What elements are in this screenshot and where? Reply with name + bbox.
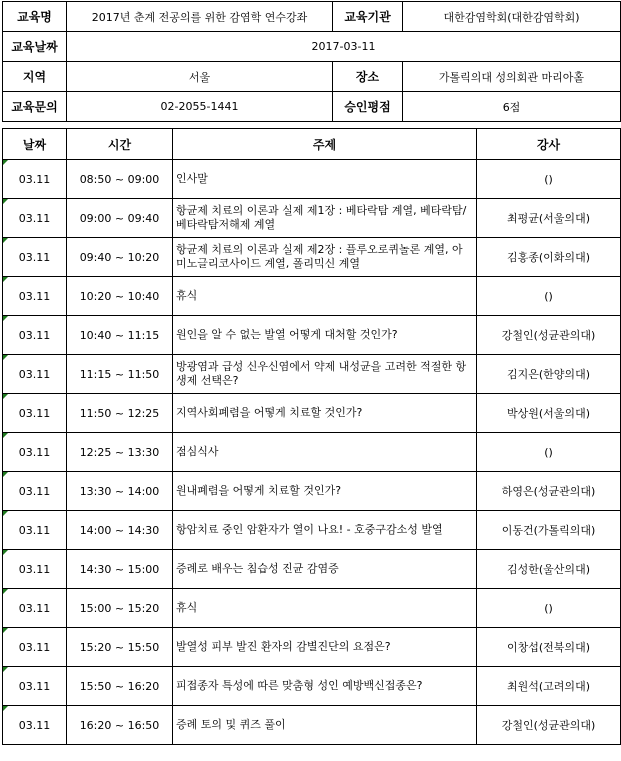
row-topic-text: 지역사회폐렴을 어떻게 치료할 것인가? — [176, 406, 363, 419]
row-topic-text: 항균제 치료의 이론과 실제 제2장 : 플루오로퀴놀론 계열, 아미노글리코사이드 계열, 폴리믹신 계열 — [176, 243, 463, 270]
row-speaker-text: 박상원(서울의대) — [507, 407, 590, 420]
row-speaker-text: () — [544, 445, 553, 459]
row-topic — [173, 550, 477, 589]
table-row — [3, 238, 621, 277]
row-date-text: 03.11 — [18, 679, 51, 693]
row-time-text: 11:50 ~ 12:25 — [79, 406, 160, 420]
row-time-text: 16:20 ~ 16:50 — [79, 718, 160, 732]
row-date — [3, 316, 67, 355]
row-topic — [173, 199, 477, 238]
row-topic — [173, 706, 477, 745]
row-date-text: 03.11 — [18, 328, 51, 342]
row-speaker-text: 이동건(가톨릭의대) — [501, 524, 596, 537]
cell-marker-icon — [3, 667, 8, 672]
row-date — [3, 706, 67, 745]
row-topic — [173, 277, 477, 316]
row-topic — [173, 628, 477, 667]
row-date-text: 03.11 — [18, 211, 51, 225]
row-time-text: 09:40 ~ 10:20 — [79, 250, 160, 264]
row-time — [67, 550, 173, 589]
cell-marker-icon — [3, 433, 8, 438]
region-label: 지역 — [3, 62, 67, 92]
row-topic-text: 증례로 배우는 침습성 진균 감염증 — [176, 562, 339, 575]
org-label: 교육기관 — [333, 2, 403, 32]
info-row-date — [3, 32, 621, 62]
row-speaker-text: 강철인(성균관의대) — [501, 719, 596, 732]
row-speaker — [477, 550, 621, 589]
cell-marker-icon — [3, 628, 8, 633]
cell-marker-icon — [3, 355, 8, 360]
row-date — [3, 433, 67, 472]
row-time-text: 15:20 ~ 15:50 — [79, 640, 160, 654]
table-row — [3, 706, 621, 745]
row-time-text: 08:50 ~ 09:00 — [79, 172, 160, 186]
row-time-text: 15:50 ~ 16:20 — [79, 679, 160, 693]
table-row — [3, 550, 621, 589]
cell-marker-icon — [3, 199, 8, 204]
row-speaker-text: 김지은(한양의대) — [507, 368, 590, 381]
row-date-text: 03.11 — [18, 172, 51, 186]
region-value: 서울 — [67, 62, 333, 92]
row-topic-text: 항균제 치료의 이론과 실제 제1장 : 베타락탐 계열, 베타락탐/베타락탐저해제 계열 — [176, 204, 467, 231]
row-time-text: 10:20 ~ 10:40 — [79, 289, 160, 303]
row-time — [67, 589, 173, 628]
row-date-text: 03.11 — [18, 406, 51, 420]
row-topic-text: 피접종자 특성에 따른 맞춤형 성인 예방백신접종은? — [176, 679, 423, 692]
row-speaker — [477, 589, 621, 628]
row-speaker-text: 김성한(울산의대) — [507, 563, 590, 576]
cell-marker-icon — [3, 277, 8, 282]
org-value: 대한감염학회(대한감염학회) — [403, 2, 621, 32]
row-topic-text: 증례 토의 및 퀴즈 풀이 — [176, 718, 286, 731]
row-speaker-text: () — [544, 601, 553, 615]
row-date-text: 03.11 — [18, 601, 51, 615]
row-date — [3, 628, 67, 667]
row-topic-text: 인사말 — [176, 172, 208, 185]
row-time — [67, 472, 173, 511]
place-label: 장소 — [333, 62, 403, 92]
row-date-text: 03.11 — [18, 367, 51, 381]
row-speaker-text: 강철인(성균관의대) — [501, 329, 596, 342]
row-topic — [173, 355, 477, 394]
row-date-text: 03.11 — [18, 289, 51, 303]
row-time — [67, 628, 173, 667]
row-speaker — [477, 160, 621, 199]
row-time-text: 13:30 ~ 14:00 — [79, 484, 160, 498]
row-date — [3, 589, 67, 628]
table-row — [3, 472, 621, 511]
header-topic: 주제 — [173, 129, 477, 160]
schedule-header-row — [3, 129, 621, 160]
row-topic — [173, 316, 477, 355]
date-value: 2017-03-11 — [67, 32, 621, 62]
cell-marker-icon — [3, 511, 8, 516]
header-date: 날짜 — [3, 129, 67, 160]
row-time-text: 14:30 ~ 15:00 — [79, 562, 160, 576]
row-topic-text: 방광염과 급성 신우신염에서 약제 내성균을 고려한 적절한 항생제 선택은? — [176, 360, 467, 387]
row-topic-text: 항암치료 중인 암환자가 열이 나요! - 호중구감소성 발열 — [176, 523, 443, 536]
row-time — [67, 199, 173, 238]
row-date-text: 03.11 — [18, 718, 51, 732]
row-time — [67, 316, 173, 355]
row-topic — [173, 394, 477, 433]
table-row — [3, 589, 621, 628]
row-topic-text: 휴식 — [176, 601, 198, 614]
row-topic — [173, 667, 477, 706]
header-time: 시간 — [67, 129, 173, 160]
table-row — [3, 199, 621, 238]
row-speaker-text: 이창섭(전북의대) — [507, 641, 590, 654]
row-date-text: 03.11 — [18, 523, 51, 537]
row-speaker-text: 김홍종(이화의대) — [507, 251, 590, 264]
contact-value: 02-2055-1441 — [67, 92, 333, 122]
table-row — [3, 160, 621, 199]
score-label: 승인평점 — [333, 92, 403, 122]
name-label: 교육명 — [3, 2, 67, 32]
row-speaker — [477, 628, 621, 667]
row-time-text: 09:00 ~ 09:40 — [79, 211, 160, 225]
row-time — [67, 160, 173, 199]
row-topic — [173, 511, 477, 550]
row-date — [3, 238, 67, 277]
cell-marker-icon — [3, 394, 8, 399]
cell-marker-icon — [3, 550, 8, 555]
row-topic — [173, 160, 477, 199]
row-speaker-text: () — [544, 172, 553, 186]
row-date — [3, 667, 67, 706]
row-speaker — [477, 511, 621, 550]
place-value: 가톨릭의대 성의회관 마리아홀 — [403, 62, 621, 92]
cell-marker-icon — [3, 316, 8, 321]
table-row — [3, 433, 621, 472]
row-time — [67, 511, 173, 550]
row-time — [67, 277, 173, 316]
row-speaker-text: () — [544, 289, 553, 303]
table-row — [3, 355, 621, 394]
schedule-body — [3, 160, 621, 745]
row-date-text: 03.11 — [18, 640, 51, 654]
date-label: 교육날짜 — [3, 32, 67, 62]
row-time-text: 10:40 ~ 11:15 — [79, 328, 160, 342]
table-row — [3, 628, 621, 667]
row-date — [3, 160, 67, 199]
row-topic — [173, 472, 477, 511]
row-time-text: 12:25 ~ 13:30 — [79, 445, 160, 459]
row-topic-text: 점심식사 — [176, 445, 219, 458]
row-time — [67, 706, 173, 745]
row-time — [67, 667, 173, 706]
row-topic-text: 원인을 알 수 없는 발열 어떻게 대처할 것인가? — [176, 328, 398, 341]
row-date — [3, 394, 67, 433]
info-row-name — [3, 2, 621, 32]
row-time — [67, 355, 173, 394]
row-time-text: 11:15 ~ 11:50 — [79, 367, 160, 381]
cell-marker-icon — [3, 706, 8, 711]
row-speaker-text: 하영은(성균관의대) — [501, 485, 596, 498]
header-speaker: 강사 — [477, 129, 621, 160]
info-row-region — [3, 62, 621, 92]
row-topic-text: 발열성 피부 발진 환자의 감별진단의 요점은? — [176, 640, 391, 653]
row-topic-text: 휴식 — [176, 289, 198, 302]
row-speaker — [477, 355, 621, 394]
row-time-text: 15:00 ~ 15:20 — [79, 601, 160, 615]
row-speaker — [477, 472, 621, 511]
info-row-contact — [3, 92, 621, 122]
row-speaker — [477, 277, 621, 316]
row-date-text: 03.11 — [18, 250, 51, 264]
row-date — [3, 355, 67, 394]
row-time-text: 14:00 ~ 14:30 — [79, 523, 160, 537]
row-topic — [173, 238, 477, 277]
row-speaker-text: 최평균(서울의대) — [507, 212, 590, 225]
row-date-text: 03.11 — [18, 562, 51, 576]
table-row — [3, 316, 621, 355]
score-value: 6점 — [403, 92, 621, 122]
row-date — [3, 550, 67, 589]
schedule-table — [2, 128, 621, 745]
row-speaker — [477, 238, 621, 277]
row-speaker — [477, 706, 621, 745]
table-row — [3, 511, 621, 550]
row-speaker-text: 최원석(고려의대) — [507, 680, 590, 693]
row-speaker — [477, 316, 621, 355]
row-speaker — [477, 433, 621, 472]
row-date-text: 03.11 — [18, 445, 51, 459]
table-row — [3, 394, 621, 433]
row-time — [67, 433, 173, 472]
table-row — [3, 667, 621, 706]
row-speaker — [477, 394, 621, 433]
contact-label: 교육문의 — [3, 92, 67, 122]
row-topic-text: 원내폐렴을 어떻게 치료할 것인가? — [176, 484, 342, 497]
table-row — [3, 277, 621, 316]
row-speaker — [477, 199, 621, 238]
row-time — [67, 394, 173, 433]
cell-marker-icon — [3, 472, 8, 477]
row-speaker — [477, 667, 621, 706]
row-topic — [173, 433, 477, 472]
row-topic — [173, 589, 477, 628]
row-date — [3, 199, 67, 238]
education-info-table — [2, 1, 621, 122]
row-date-text: 03.11 — [18, 484, 51, 498]
row-date — [3, 472, 67, 511]
cell-marker-icon — [3, 238, 8, 243]
cell-marker-icon — [3, 589, 8, 594]
name-value: 2017년 춘계 전공의를 위한 감염학 연수강좌 — [67, 2, 333, 32]
cell-marker-icon — [3, 160, 8, 165]
row-time — [67, 238, 173, 277]
row-date — [3, 511, 67, 550]
row-date — [3, 277, 67, 316]
